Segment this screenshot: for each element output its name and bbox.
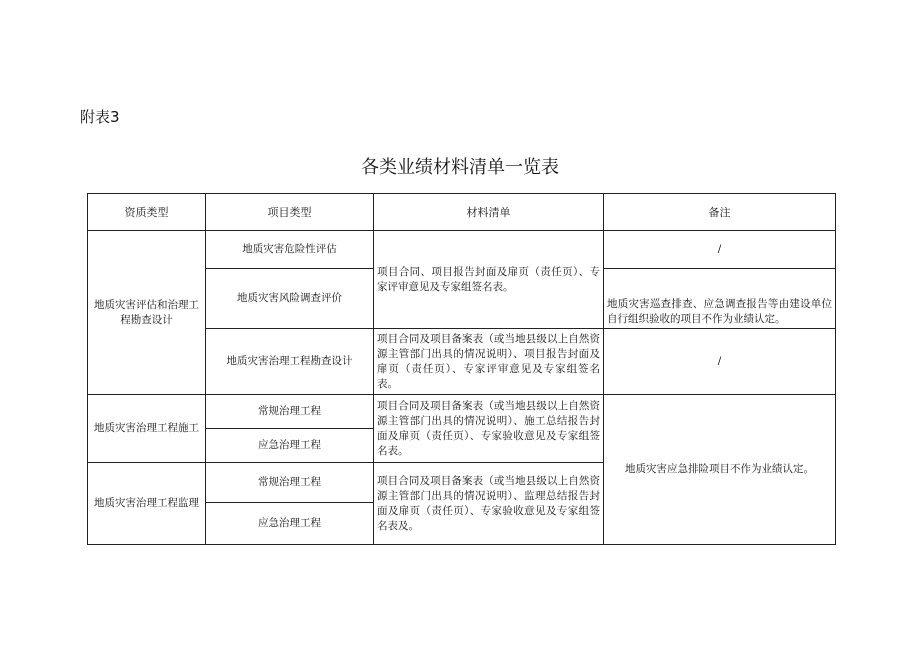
project-type-cell: 地质灾害治理工程勘查设计 xyxy=(206,329,374,395)
qualification-cell: 地质灾害治理工程施工 xyxy=(88,395,206,463)
header-materials: 材料清单 xyxy=(374,194,604,231)
materials-cell: 项目合同及项目备案表（或当地县级以上自然资源主管部门出具的情况说明）、监理总结报告封面及扉页（责任页）、专家验收意见及专家组签名表及。 xyxy=(374,463,604,545)
remarks-cell: / xyxy=(604,329,836,395)
table-row xyxy=(88,395,836,429)
header-project-type: 项目类型 xyxy=(206,194,374,231)
project-type-cell: 常规治理工程 xyxy=(206,395,374,429)
project-type-cell: 地质灾害危险性评估 xyxy=(206,231,374,269)
attachment-label: 附表3 xyxy=(80,108,120,126)
materials-table xyxy=(87,193,836,545)
table-row xyxy=(88,231,836,269)
remarks-cell: 地质灾害巡查排查、应急调查报告等由建设单位自行组织验收的项目不作为业绩认定。 xyxy=(604,269,836,329)
materials-cell: 项目合同及项目备案表（或当地县级以上自然资源主管部门出具的情况说明）、项目报告封面及扉页（责任页）、专家评审意见及专家组签名表。 xyxy=(374,329,604,395)
project-type-cell: 常规治理工程 xyxy=(206,463,374,503)
materials-cell: 项目合同、项目报告封面及扉页（责任页）、专家评审意见及专家组签名表。 xyxy=(374,231,604,329)
qualification-cell: 地质灾害治理工程监理 xyxy=(88,463,206,545)
project-type-cell: 应急治理工程 xyxy=(206,429,374,463)
remarks-cell: 地质灾害应急排险项目不作为业绩认定。 xyxy=(604,395,836,545)
table-title: 各类业绩材料清单一览表 xyxy=(361,157,559,178)
header-remarks: 备注 xyxy=(604,194,836,231)
project-type-cell: 地质灾害风险调查评价 xyxy=(206,269,374,329)
project-type-cell: 应急治理工程 xyxy=(206,503,374,545)
header-row xyxy=(88,194,836,231)
remarks-cell: / xyxy=(604,231,836,269)
qualification-cell: 地质灾害评估和治理工程勘查设计 xyxy=(88,231,206,395)
materials-cell: 项目合同及项目备案表（或当地县级以上自然资源主管部门出具的情况说明）、施工总结报告封面及扉页（责任页）、专家验收意见及专家组签名表。 xyxy=(374,395,604,463)
header-qualification: 资质类型 xyxy=(88,194,206,231)
